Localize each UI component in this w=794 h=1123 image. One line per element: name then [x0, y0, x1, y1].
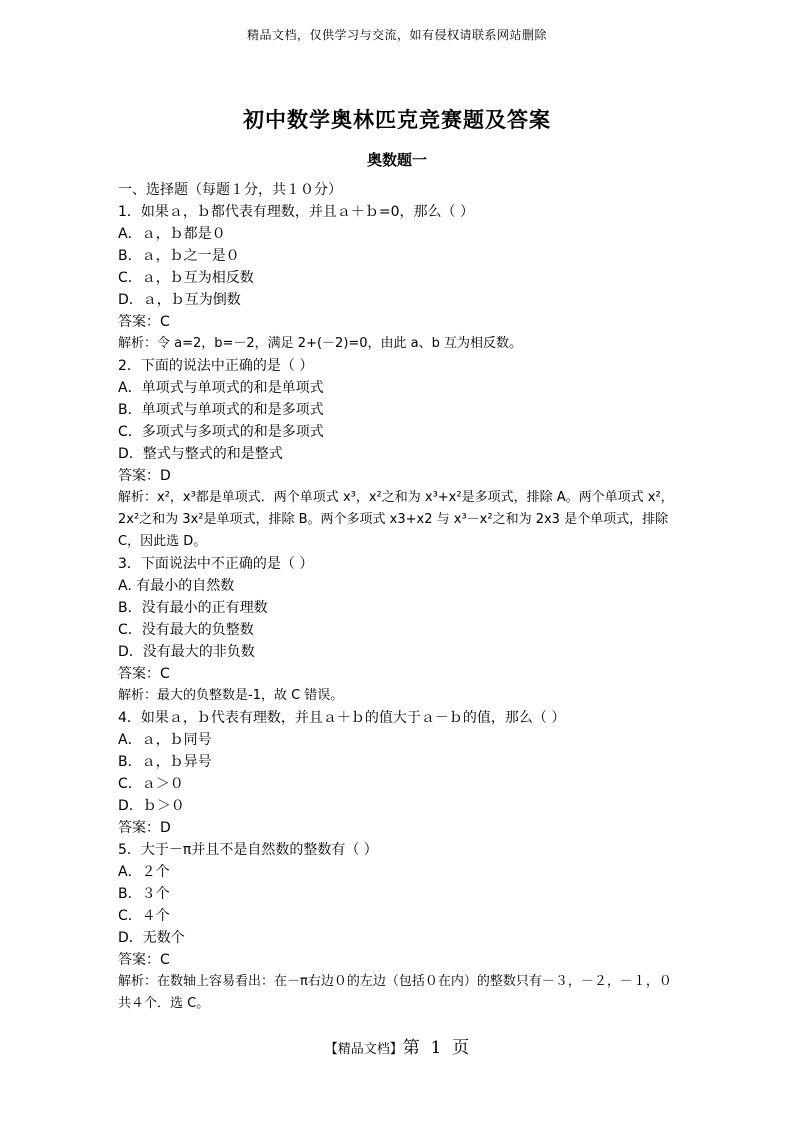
option-d: D．没有最大的非负数	[118, 644, 255, 660]
analysis: 解析：x²，x³都是单项式．两个单项式 x³，x²之和为 x³+x²是多项式，排除 A。两个单项式 x²，2x²之和为 3x²是单项式，排除 B。两个多项式 x3+x2 与 x³－x²之和为 2x3 是个单项式，排除 C，因此选 D。	[118, 490, 674, 549]
option-a: A. 有最小的自然数	[118, 578, 235, 594]
answer: 答案：C	[118, 666, 170, 682]
page-footer	[0, 1033, 794, 1058]
option-d: D．ａ，ｂ互为倒数	[118, 292, 241, 308]
option-b: B．ａ，ｂ之一是０	[118, 248, 240, 264]
answer: 答案：C	[118, 952, 170, 968]
analysis: 解析：令 a=2，b=－2，满足 2+(－2)=0，由此 a、b 互为相反数。	[118, 336, 523, 351]
section-heading: 一、选择题（每题１分，共１０分）	[118, 182, 342, 198]
question-stem: 4．如果ａ，ｂ代表有理数，并且ａ＋ｂ的值大于ａ－ｂ的值，那么（ ）	[118, 710, 566, 726]
question-stem: 2．下面的说法中正确的是（ ）	[118, 358, 314, 374]
option-a: A．ａ，ｂ都是０	[118, 226, 226, 242]
option-b: B．单项式与单项式的和是多项式	[118, 402, 324, 418]
option-c: C．没有最大的负整数	[118, 622, 254, 638]
option-b: B．３个	[118, 886, 170, 902]
option-a: A．单项式与单项式的和是单项式	[118, 380, 324, 396]
option-a: A．ａ，ｂ同号	[118, 732, 212, 748]
option-d: D．无数个	[118, 930, 185, 946]
document-title: 初中数学奥林匹克竞赛题及答案	[243, 107, 551, 132]
option-c: C．ａ＞０	[118, 776, 184, 792]
option-d: D．整式与整式的和是整式	[118, 446, 283, 462]
page-number: 第 1 页	[402, 1038, 470, 1058]
document-body	[118, 179, 678, 1015]
question-stem: 3．下面说法中不正确的是（ ）	[118, 556, 314, 572]
header-watermark: 精品文档，仅供学习与交流，如有侵权请联系网站删除	[246, 28, 547, 42]
option-c: C．４个	[118, 908, 170, 924]
answer: 答案：C	[118, 314, 170, 330]
option-c: C．多项式与多项式的和是多项式	[118, 424, 324, 440]
document-subtitle: 奥数题一	[366, 151, 427, 169]
analysis: 解析：最大的负整数是-1，故 C 错误。	[118, 688, 344, 703]
question-stem: 5．大于－π并且不是自然数的整数有（ ）	[118, 842, 378, 858]
answer: 答案：D	[118, 820, 171, 836]
footer-tag: 【精品文档】	[324, 1042, 403, 1057]
option-b: B．ａ，ｂ异号	[118, 754, 212, 770]
option-a: A．２个	[118, 864, 170, 880]
analysis: 解析：在数轴上容易看出：在－π右边０的左边（包括０在内）的整数只有－３，－２，－１，０共４个．选 C。	[118, 974, 672, 1011]
answer: 答案：D	[118, 468, 171, 484]
option-d: D．ｂ＞０	[118, 798, 185, 814]
option-c: C．ａ，ｂ互为相反数	[118, 270, 254, 286]
option-b: B．没有最小的正有理数	[118, 600, 268, 616]
question-stem: 1．如果ａ，ｂ都代表有理数，并且ａ＋ｂ=0，那么（ ）	[118, 204, 474, 220]
